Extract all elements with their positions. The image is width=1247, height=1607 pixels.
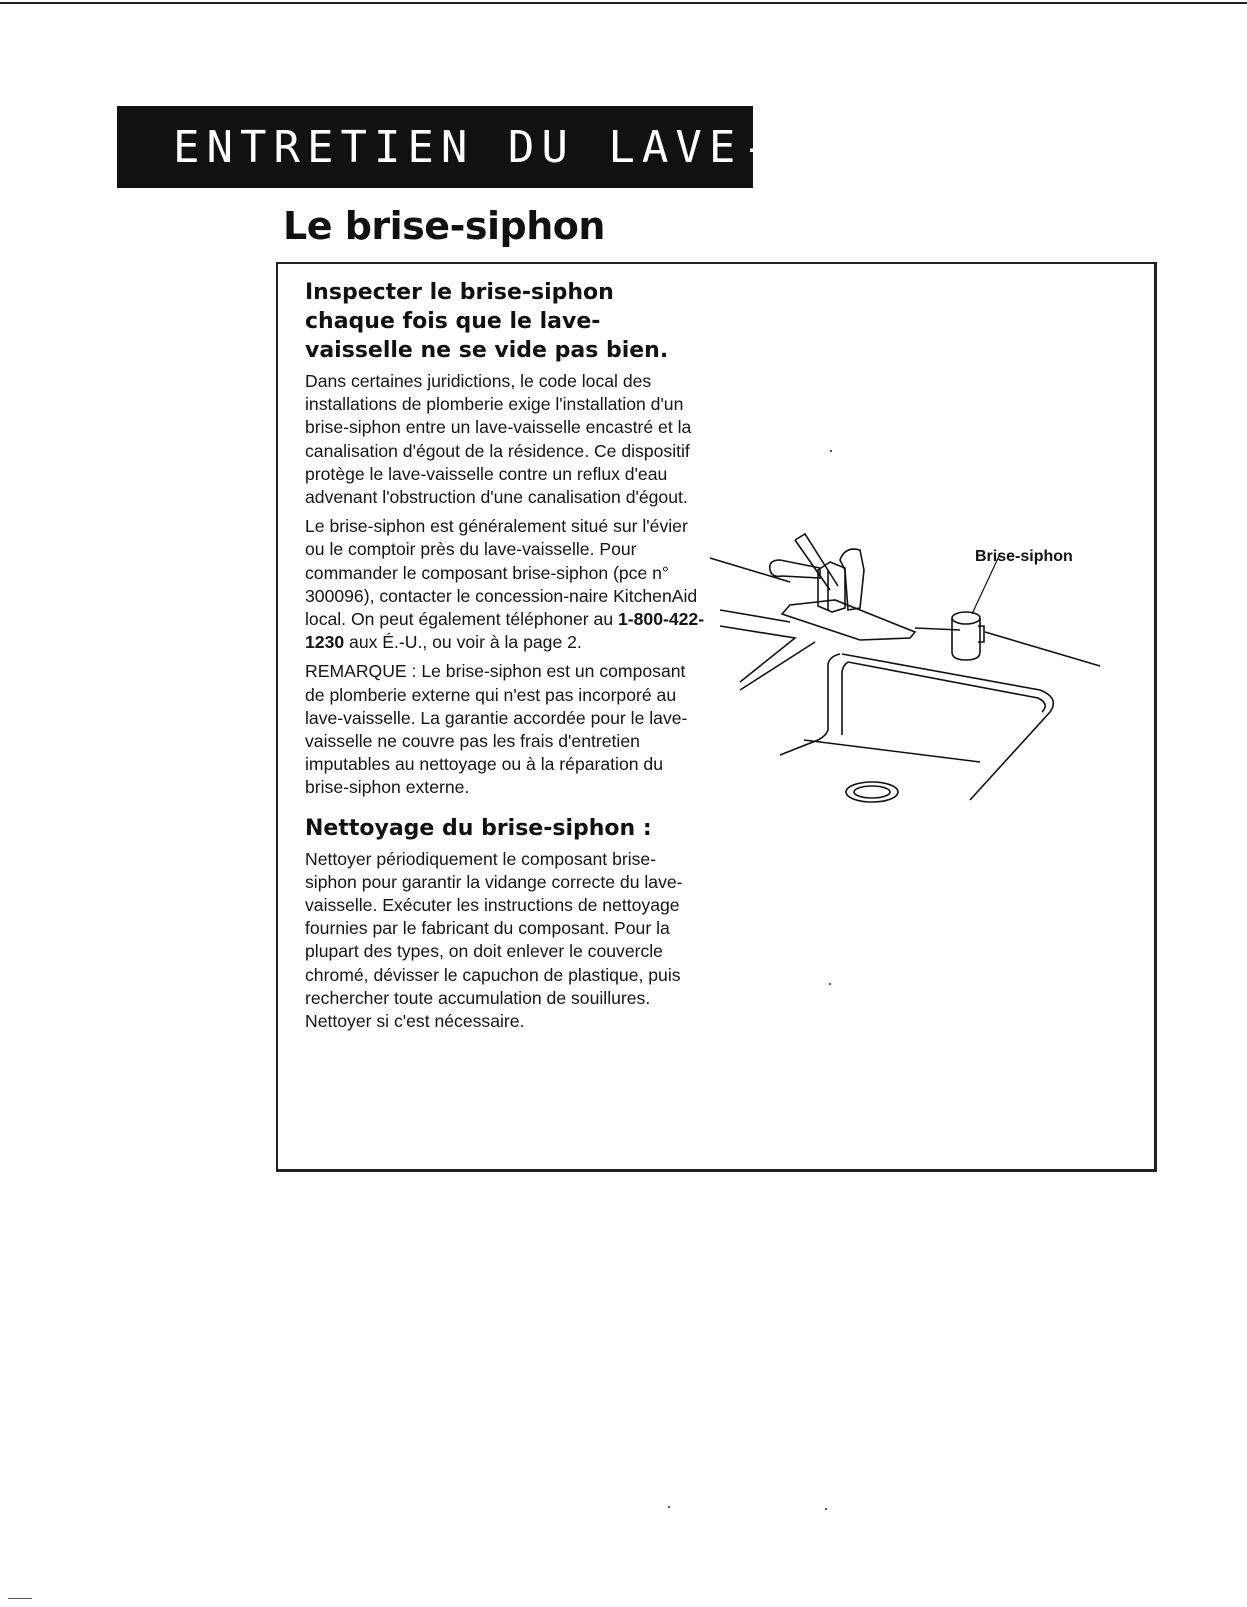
section-heading-inspect: [305, 278, 705, 365]
sink-illustration: [720, 530, 1130, 830]
scan-speck: [830, 450, 832, 452]
heading-line: Inspecter le brise-siphon: [305, 280, 614, 305]
callout-label-air-gap: Brise-siphon: [975, 548, 1073, 565]
paragraph-code-requirement: Dans certaines juridictions, le code local des installations de plomberie exige l'installation d'un brise-siphon entre un lave-vaisselle encastré et la canalisation d'égout de la résidence. Ce dispositif protège le lave-vaisselle contre un reflux d'eau advenant l'obstruction d'une canalisation d'égout.: [305, 371, 692, 508]
ordering-text: Le brise-siphon est généralement situé sur l'évier ou le comptoir près du lave-vaisselle. Pour commander le composant brise-siphon (pce n° 300096), contacter le concession-naire KitchenAid local. On peut également téléphoner au: [305, 516, 698, 630]
paragraph-note: [305, 660, 705, 799]
section-heading-cleaning: Nettoyage du brise-siphon :: [305, 815, 652, 841]
text-column: [305, 278, 705, 1039]
page-title: Le brise-siphon: [283, 204, 605, 248]
heading-line: vaisselle ne se vide pas bien.: [305, 338, 669, 363]
note-text: : Le brise-siphon est un composant de plomberie externe qui n'est pas incorporé au lave-vaisselle. La garantie accordée pour le lave-vaisselle ne couvre pas les frais d'entretien imputables au nettoyage ou à la réparation du brise-siphon externe.: [305, 661, 688, 798]
ordering-text-end: aux É.-U., ou voir à la page 2.: [344, 632, 582, 653]
note-label: REMARQUE: [305, 661, 407, 682]
section-banner: ENTRETIEN DU LAVE-VAISSELLE: [117, 106, 753, 188]
phone-number: 1-800-422-1230: [305, 609, 705, 653]
scan-speck: [829, 983, 831, 985]
top-rule: [0, 2, 1247, 4]
paragraph-cleaning: Nettoyer périodiquement le composant brise-siphon pour garantir la vidange correcte du lave-vaisselle. Exécuter les instructions de nettoyage fournies par le fabricant du composant. Pour la plupart des types, on doit enlever le couvercle chromé, dévisser le capuchon de plastique, puis rechercher toute accumulation de souillures. Nettoyer si c'est nécessaire.: [305, 848, 683, 1032]
scan-speck: [8, 1598, 32, 1599]
paragraph-ordering: [305, 515, 705, 654]
scan-speck: [668, 1506, 670, 1508]
scan-speck: [825, 1508, 827, 1510]
heading-line: chaque fois que le lave-: [305, 309, 601, 334]
